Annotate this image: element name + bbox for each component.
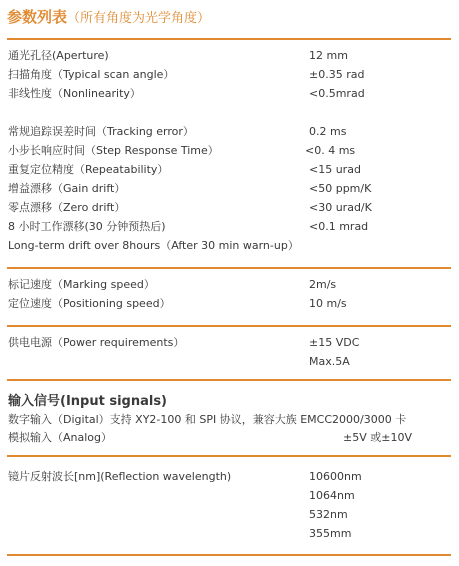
spec-label: 通光孔径(Aperture) <box>8 49 109 62</box>
title-main: 参数列表 <box>7 8 68 26</box>
spec-row-reflection-355 <box>8 525 452 543</box>
divider <box>7 379 451 381</box>
page-title <box>7 6 210 27</box>
spec-row-aperture <box>8 47 452 65</box>
spec-label: 镜片反射波长[nm](Reflection wavelength) <box>8 470 232 483</box>
spec-label: 模拟输入（Analog） <box>8 431 113 444</box>
spec-value: <0.5mrad <box>309 87 365 100</box>
spec-row-positioning-speed <box>8 295 452 313</box>
spec-label: 扫描角度（Typical scan angle） <box>8 68 175 81</box>
spec-label: 零点漂移（Zero drift） <box>8 201 126 214</box>
spec-row-zero-drift <box>8 199 452 217</box>
spec-value: 2m/s <box>309 278 337 291</box>
spec-label: 重复定位精度（Repeatability） <box>8 163 169 176</box>
spec-label: 常规追踪误差时间（Tracking error） <box>8 125 194 138</box>
spec-row-analog-input <box>8 429 452 447</box>
spec-value: <0. 4 ms <box>305 144 356 157</box>
digital-input-text: 数字输入（Digital）支持 XY2-100 和 SPI 协议，兼容大族 EMCC2000/3000 卡 <box>8 413 407 426</box>
spec-row-power <box>8 334 452 352</box>
spec-row-marking-speed <box>8 276 452 294</box>
spec-value: ±0.35 rad <box>309 68 365 81</box>
spec-row-gain-drift <box>8 180 452 198</box>
spec-value: 355mm <box>309 527 352 540</box>
divider <box>7 325 451 327</box>
spec-value: <0.1 mrad <box>309 220 369 233</box>
spec-value: 10600nm <box>309 470 362 483</box>
spec-row-power-max <box>8 353 452 371</box>
spec-value: 0.2 ms <box>309 125 347 138</box>
spec-value: <50 ppm/K <box>309 182 372 195</box>
spec-row-repeatability <box>8 161 452 179</box>
spec-row-reflection <box>8 468 452 486</box>
spec-value: ±15 VDC <box>309 336 360 349</box>
spec-value: 532nm <box>309 508 348 521</box>
spec-row-nonlinearity <box>8 85 452 103</box>
spec-value: Max.5A <box>309 355 350 368</box>
spec-value: 10 m/s <box>309 297 347 310</box>
spec-row-scan-angle <box>8 66 452 84</box>
spec-value: 1064nm <box>309 489 355 502</box>
spec-row-long-term-drift <box>8 218 452 236</box>
spec-value: ±5V 或±10V <box>343 431 412 444</box>
long-term-drift-note: Long-term drift over 8hours（After 30 min warn-up） <box>8 239 299 252</box>
divider <box>7 38 451 40</box>
divider <box>7 554 451 556</box>
spec-row-step-response <box>8 142 452 160</box>
spec-label: 小步长响应时间（Step Response Time） <box>8 144 219 157</box>
spec-label: 非线性度（Nonlinearity） <box>8 87 141 100</box>
divider <box>7 455 451 457</box>
spec-label: 增益漂移（Gain drift） <box>8 182 126 195</box>
spec-value: <15 urad <box>309 163 361 176</box>
divider <box>7 267 451 269</box>
spec-label: 标记速度（Marking speed） <box>8 278 155 291</box>
spec-label: 8 小时工作漂移(30 分钟预热后) <box>8 220 166 233</box>
section-heading-input-signals: 输入信号(Input signals) <box>8 394 167 409</box>
spec-row-tracking-error <box>8 123 452 141</box>
spec-label: 定位速度（Positioning speed） <box>8 297 171 310</box>
spec-label: 供电电源（Power requirements） <box>8 336 185 349</box>
spec-value: 12 mm <box>309 49 348 62</box>
spec-row-reflection-1064 <box>8 487 452 505</box>
spec-row-reflection-532 <box>8 506 452 524</box>
title-subtitle: （所有角度为光学角度） <box>67 11 211 26</box>
spec-value: <30 urad/K <box>309 201 372 214</box>
